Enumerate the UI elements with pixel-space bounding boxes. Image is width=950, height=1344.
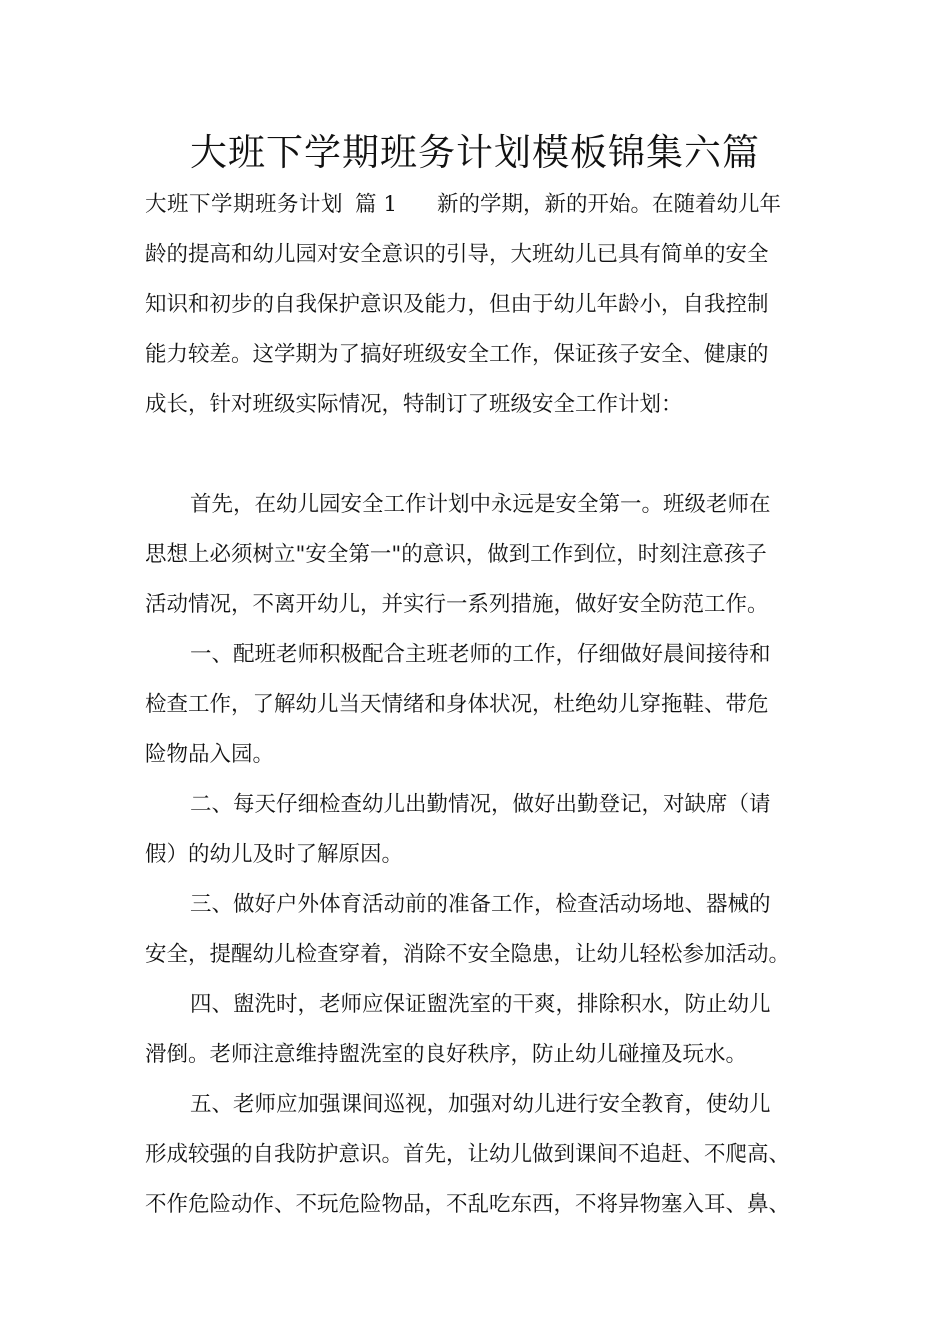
body-line: 一、配班老师积极配合主班老师的工作，仔细做好晨间接待和 [190, 642, 771, 667]
body-line: 首先，在幼儿园安全工作计划中永远是安全第一。班级老师在 [190, 492, 771, 517]
body-line: 滑倒。老师注意维持盥洗室的良好秩序，防止幼儿碰撞及玩水。 [145, 1042, 748, 1067]
body-line: 三、做好户外体育活动前的准备工作，检查活动场地、器械的 [190, 892, 771, 917]
body-line: 活动情况，不离开幼儿，并实行一系列措施，做好安全防范工作。 [145, 592, 769, 617]
body-line: 知识和初步的自我保护意识及能力，但由于幼儿年龄小，自我控制 [145, 292, 769, 317]
section-heading-number: 篇 1 [355, 192, 398, 217]
body-line: 能力较差。这学期为了搞好班级安全工作，保证孩子安全、健康的 [145, 342, 769, 367]
paragraph-text: 新的学期，新的开始。在随着幼儿年 [437, 192, 782, 217]
body-line: 险物品入园。 [145, 742, 275, 767]
blank-line [145, 430, 825, 480]
body-line: 检查工作，了解幼儿当天情绪和身体状况，杜绝幼儿穿拖鞋、带危 [145, 692, 769, 717]
body-line: 二、每天仔细检查幼儿出勤情况，做好出勤登记，对缺席（请 [190, 792, 771, 817]
body-line: 安全，提醒幼儿检查穿着，消除不安全隐患，让幼儿轻松参加活动。 [145, 942, 791, 967]
document-body [145, 180, 825, 1230]
body-line: 假）的幼儿及时了解原因。 [145, 842, 404, 867]
body-line: 成长，针对班级实际情况，特制订了班级安全工作计划： [145, 392, 683, 417]
body-line: 不作危险动作、不玩危险物品，不乱吃东西，不将异物塞入耳、鼻、 [145, 1192, 791, 1217]
body-line: 形成较强的自我防护意识。首先，让幼儿做到课间不追赶、不爬高、 [145, 1142, 791, 1167]
body-line: 五、老师应加强课间巡视，加强对幼儿进行安全教育，使幼儿 [190, 1092, 771, 1117]
section-heading-label: 大班下学期班务计划 [145, 192, 344, 217]
document-title: 大班下学期班务计划模板锦集六篇 [190, 131, 760, 174]
body-line: 思想上必须树立"安全第一"的意识，做到工作到位，时刻注意孩子 [145, 542, 767, 567]
body-line [145, 180, 825, 230]
body-line: 龄的提高和幼儿园对安全意识的引导，大班幼儿已具有简单的安全 [145, 242, 769, 267]
body-line: 四、盥洗时，老师应保证盥洗室的干爽，排除积水，防止幼儿 [190, 992, 771, 1017]
